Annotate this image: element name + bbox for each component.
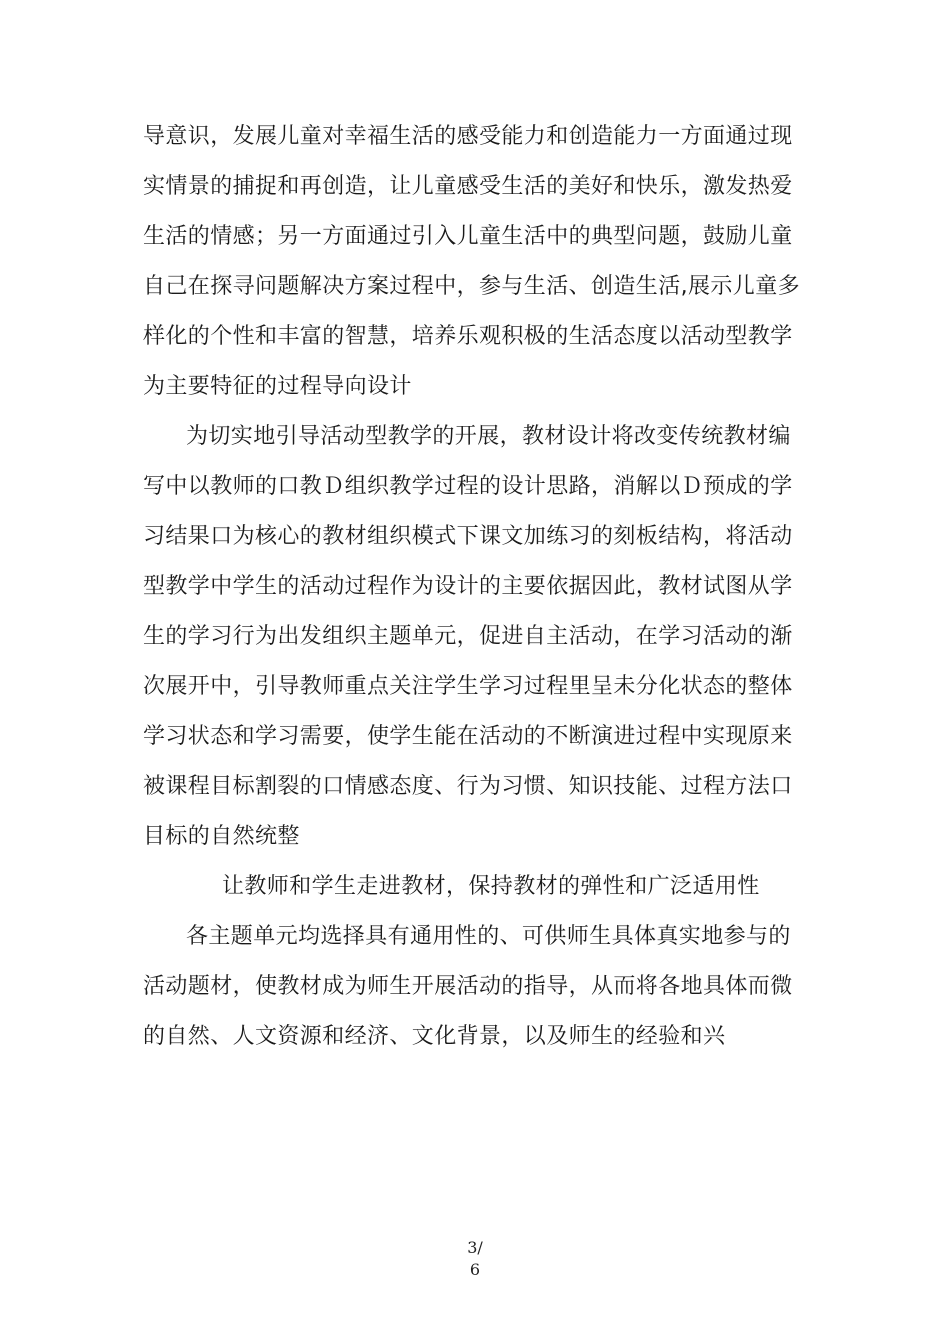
paragraph-line: 自己在探寻问题解决方案过程中，参与生活、创造生活,展示儿童多 — [143, 274, 800, 299]
paragraph-line: 的自然、人文资源和经济、文化背景，以及师生的经验和兴 — [143, 1024, 726, 1049]
paragraph-line: 实情景的捕捉和再创造，让儿童感受生活的美好和快乐，激发热爱 — [143, 174, 793, 199]
paragraph-line: 写中以教师的口教Ｄ组织教学过程的设计思路，消解以Ｄ预成的学 — [143, 474, 793, 499]
paragraph-line: 样化的个性和丰富的智慧，培养乐观积极的生活态度以活动型教学 — [143, 324, 793, 349]
paragraph-line: 各主题单元均选择具有通用性的、可供师生具体真实地参与的 — [186, 924, 791, 949]
paragraph-line: 为主要特征的过程导向设计 — [143, 374, 412, 399]
paragraph-line: 活动题材，使教材成为师生开展活动的指导，从而将各地具体而微 — [143, 974, 793, 999]
paragraph-line: 为切实地引导活动型教学的开展，教材设计将改变传统教材编 — [186, 424, 791, 449]
section-heading: 让教师和学生走进教材，保持教材的弹性和广泛适用性 — [222, 874, 760, 899]
paragraph-line: 被课程目标割裂的口情感态度、行为习惯、知识技能、过程方法口 — [143, 774, 793, 799]
paragraph-line: 生活的情感；另一方面通过引入儿童生活中的典型问题，鼓励儿童 — [143, 224, 793, 249]
paragraph-line: 学习状态和学习需要，使学生能在活动的不断演进过程中实现原来 — [143, 724, 793, 749]
paragraph-line: 次展开中，引导教师重点关注学生学习过程里呈未分化状态的整体 — [143, 674, 793, 699]
paragraph-line: 目标的自然统整 — [143, 824, 300, 849]
paragraph-line: 导意识，发展儿童对幸福生活的感受能力和创造能力一方面通过现 — [143, 124, 793, 149]
paragraph-line: 型教学中学生的活动过程作为设计的主要依据因此，教材试图从学 — [143, 574, 793, 599]
paragraph-line: 习结果口为核心的教材组织模式下课文加练习的刻板结构，将活动 — [143, 524, 793, 549]
paragraph-line: 生的学习行为出发组织主题单元，促进自主活动，在学习活动的渐 — [143, 624, 793, 649]
page-number-line-2: 6 — [469, 1260, 481, 1279]
page-number-line-1: 3/ — [467, 1238, 483, 1257]
